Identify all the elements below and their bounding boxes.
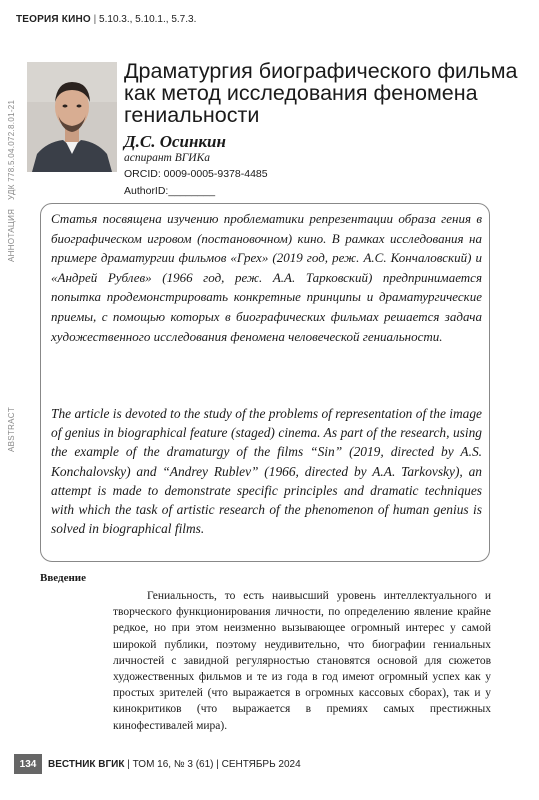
annotation-side-label: АННОТАЦИЯ [7,208,16,262]
header-section-name: ТЕОРИЯ КИНО [16,14,91,25]
abstract-side-label: ABSTRACT [7,406,16,452]
annotation-text: Статья посвящена изучению проблематики репрезентации образа гения в биографическом игровом (постановочном) кино. В рамках исследования на примере драматургии фильмов «Грех» (2019 год, реж. А.С. Кончаловский) и «Андрей Рублев» (1966 год, реж. А.А. Тарковский) предпринимается попытка продемонстрировать конкретные принципы и драматургические приемы, с помощью которых в биографических фильмах решается задача художественного исследования феномена человеческой гениальности. [51,211,482,344]
section-heading: Введение [40,572,87,584]
footer-journal: ВЕСТНИК ВГИК [48,759,125,770]
page-number: 134 [14,754,42,774]
article-title: Драматургия биографического фильма как метод исследования феномена гениальности [124,59,518,127]
body-paragraph: Гениальность, то есть наивысший уровень интеллектуального и творческого функционирования личности, по определению явление крайне редкое, но при этом неизменно вызывающее огромный интерес у самой широкой публики, поэтому неудивительно, что биографии гениальных личностей с завидной регулярностью становятся основой для сюжетов художественных фильмов и те из года в год имеют огромный успех как у простых зрителей (что выражается в огромных кассовых сборах), так и у кинокритиков (что выражается в премиях самых престижных кинофестивалей мира). [113,590,491,732]
author-photo [27,62,117,172]
running-header: ТЕОРИЯ КИНО | 5.10.3., 5.10.1., 5.7.3. [16,14,197,25]
footer-issue: ТОМ 16, № 3 (61) | СЕНТЯБРЬ 2024 [132,759,301,770]
author-id: AuthorID:________ [124,185,216,197]
author-position: аспирант ВГИКа [124,152,210,164]
header-codes: 5.10.3., 5.10.1., 5.7.3. [99,14,197,25]
orcid: ORCID: 0009-0005-9378-4485 [124,168,268,180]
running-footer: ВЕСТНИК ВГИК | ТОМ 16, № 3 (61) | СЕНТЯБРЬ 2024 [48,759,301,770]
udk-label: УДК 778.5.04.072.8.01-21 [7,99,16,200]
author-name: Д.С. Осинкин [124,132,226,151]
abstract-text: The article is devoted to the study of the problems of representation of the image of genius in biographical feature (staged) cinema. As part of the research, using the example of the dramaturgy of the films “Sin” (2019, directed by A.S. Konchalovsky) and “Andrey Rublev” (1966, directed by A.A. Tarkovsky), an attempt is made to demonstrate specific principles and dramatic techniques with which the task of artistic research of the phenomenon of human genius is solved in biographical films. [51,406,482,537]
